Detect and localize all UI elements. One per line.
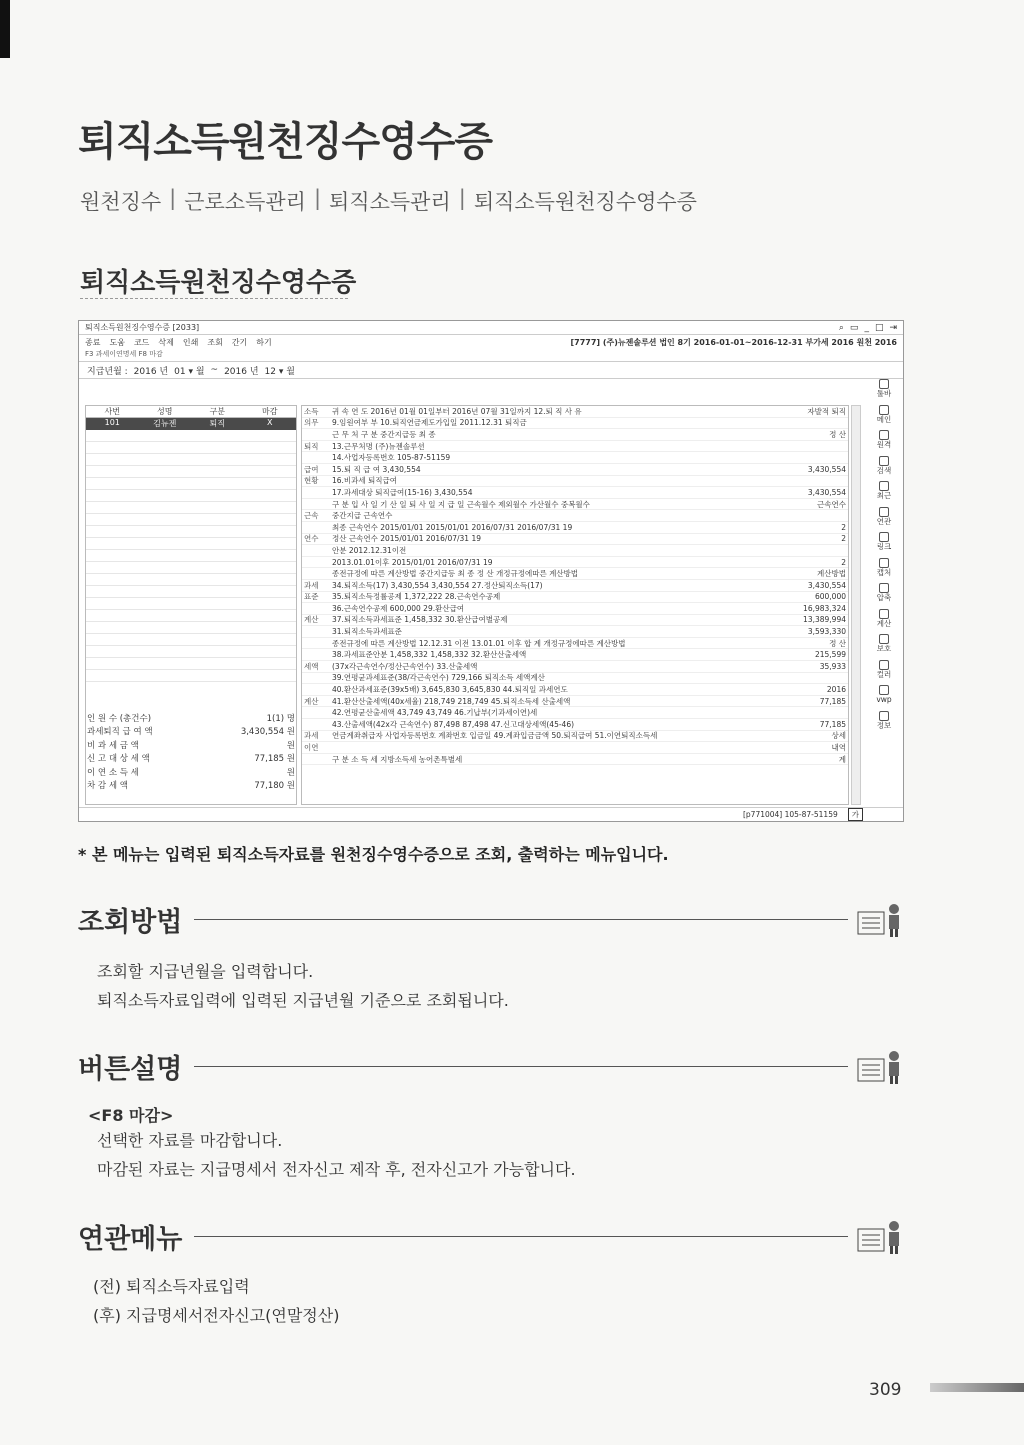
form-row-text: 16.비과세 퇴직급여 <box>332 476 398 486</box>
related-menu-link[interactable]: (후) 지급명세서전자신고(연말정산) <box>93 1306 340 1325</box>
section-rule <box>194 1066 848 1067</box>
form-row-value: 2 <box>841 557 846 567</box>
toolbar-button-code[interactable]: 코드 <box>133 337 150 347</box>
cell-emp-no: 101 <box>104 418 120 427</box>
sidebar-tool-button[interactable] <box>876 685 891 704</box>
breadcrumb-item: 퇴직소득관리 <box>329 190 451 214</box>
tool-label: 압축 <box>876 593 892 602</box>
form-row-text: 37.퇴직소득과세표준 1,458,332 30.환산급여별공제 <box>332 615 508 625</box>
tool-icon <box>879 583 889 593</box>
form-row-text: 종전규정에 따른 계산방법 12.12.31 이전 13.01.01 이후 합 계 개정규정에따른 계산방법 <box>332 638 626 648</box>
section-title: 조회방법 <box>78 907 183 938</box>
company-info: [7777] (주)뉴젠솔루션 법인 8기 2016-01-01~2016-12-31 부가세 2016 원천 2016 <box>570 337 897 347</box>
section-body <box>97 957 509 1015</box>
sidebar-tool-button[interactable] <box>877 507 892 526</box>
book-reader-icon <box>856 1219 908 1255</box>
section-title: 연관메뉴 <box>78 1224 183 1255</box>
summary-value: 3,430,554 원 <box>240 727 295 738</box>
form-row-text: 35.퇴직소득정률공제 1,372,222 28.근속연수공제 <box>332 592 501 602</box>
window-toolbar <box>79 335 903 349</box>
related-menu-link[interactable]: (전) 퇴직소득자료입력 <box>93 1277 250 1296</box>
form-row-text: 13.근무처명 (주)뉴젠솔루션 <box>332 441 425 451</box>
form-row <box>302 464 848 476</box>
summary-value: 원 <box>286 740 295 751</box>
form-row-text: 42.연평균산출세액 43,749 43,749 46.기납부(기과세이연)세 <box>332 708 538 718</box>
form-group-label: 의무 <box>304 418 319 428</box>
tool-label: 링크 <box>876 542 892 551</box>
summary-label: 차 감 세 액 <box>87 781 128 792</box>
employee-list-header <box>86 406 296 418</box>
form-row-value: 2 <box>841 522 846 532</box>
tool-icon <box>879 558 889 568</box>
summary-totals <box>85 711 297 792</box>
sidebar-tool-button[interactable] <box>877 583 892 602</box>
status-bar <box>79 807 903 821</box>
form-row <box>302 522 848 534</box>
form-row <box>302 731 848 743</box>
form-row-text: 종전규정에 따른 계산방법 중간지급등 최 종 정 산 개정규정에따른 계산방법 <box>332 569 579 579</box>
breadcrumb-item: 원천징수 <box>80 190 162 214</box>
to-month-select[interactable]: 12 ▾ 월 <box>264 366 295 377</box>
tool-icon <box>879 507 889 517</box>
tool-label: 툴바 <box>876 389 892 398</box>
toolbar-button-search[interactable]: 조회 <box>207 337 223 347</box>
form-row <box>302 580 848 592</box>
form-group-label: 이연 <box>304 743 319 753</box>
summary-label: 이 연 소 득 세 <box>87 767 139 778</box>
section-heading: 퇴직소득원천징수영수증 <box>80 268 357 298</box>
form-row <box>302 661 848 673</box>
sidebar-tool-button[interactable] <box>877 558 892 577</box>
form-row <box>302 684 848 696</box>
form-row <box>302 487 848 499</box>
form-row <box>302 510 848 522</box>
form-row-value: 상세 <box>831 731 846 741</box>
tool-label: 검색 <box>876 465 892 475</box>
section-button-description <box>78 1047 908 1086</box>
summary-label: 인 원 수 (총건수) <box>87 713 152 724</box>
form-row <box>302 673 848 685</box>
form-row <box>302 603 848 615</box>
summary-value: 77,180 원 <box>254 781 295 792</box>
tool-icon <box>879 405 889 415</box>
pay-month-filter <box>79 361 903 379</box>
section-title: 버튼설명 <box>78 1054 183 1085</box>
form-group-label: 소득 <box>304 406 319 416</box>
sidebar-tool-button[interactable] <box>877 660 892 679</box>
toolbar-button-exit[interactable]: 종료 <box>85 337 101 347</box>
sidebar-tool-button[interactable] <box>877 711 892 730</box>
book-reader-icon <box>856 1049 908 1085</box>
empty-grid-rows <box>86 430 296 690</box>
tool-label: 보호 <box>876 644 892 653</box>
tool-icon <box>879 430 889 440</box>
toolbar-button-next[interactable]: 하기 <box>256 337 272 347</box>
restore-icon[interactable]: ▭ <box>849 322 859 333</box>
form-row-text: 38.과세표준안분 1,458,332 1,458,332 32.환산산출세액 <box>332 650 527 660</box>
section-rule <box>194 919 848 920</box>
receipt-form <box>301 405 849 805</box>
menu-note: * 본 메뉴는 입력된 퇴직소득자료를 원천징수영수증으로 조회, 출력하는 메뉴입니다. <box>78 845 669 864</box>
form-row <box>302 615 848 627</box>
form-row-value: 정 산 <box>829 429 846 439</box>
form-row-value: 자발적 퇴직 <box>807 406 846 416</box>
form-group-label: 계산 <box>304 615 319 625</box>
form-row-text: 귀 속 연 도 2016년 01월 01일부터 2016년 07월 31일까지 12.퇴 직 사 유 <box>332 406 582 416</box>
form-row <box>302 649 848 661</box>
tool-label: 컬러 <box>876 669 892 679</box>
form-row-text: 43.산출세액(42x각 근속연수) 87,498 87,498 47.신고대상세액(45-46) <box>332 719 575 729</box>
sidebar-tool-button[interactable] <box>877 379 892 398</box>
section-rule <box>194 1236 848 1237</box>
form-row <box>302 557 848 569</box>
summary-value: 원 <box>286 767 295 778</box>
exit-icon[interactable]: ⇥ <box>889 322 897 333</box>
section-body <box>97 1126 576 1184</box>
form-row-value: 3,430,554 <box>807 580 846 590</box>
summary-value: 77,185 원 <box>254 754 295 765</box>
sidebar-tool-button[interactable] <box>877 481 892 500</box>
tool-label: 메인 <box>876 414 892 424</box>
form-row-text: 41.환산산출세액(40x세율) 218,749 218,749 45.퇴직소득세 산출세액 <box>332 696 571 706</box>
section-body <box>93 1272 339 1330</box>
tool-icon <box>879 685 889 695</box>
form-row <box>302 429 848 441</box>
form-group-label: 현황 <box>304 476 319 486</box>
form-row <box>302 418 848 430</box>
section-query-method <box>78 900 908 939</box>
form-row <box>302 696 848 708</box>
form-row <box>302 545 848 557</box>
tool-icon <box>879 711 889 721</box>
form-group-label: 과세 <box>304 580 319 590</box>
form-row-text: 17.과세대상 퇴직급여(15-16) 3,430,554 <box>332 487 473 497</box>
form-row <box>302 534 848 546</box>
tool-icon <box>879 456 889 466</box>
page-title: 퇴직소득원천징수영수증 <box>78 119 493 165</box>
form-row-text: 39.연평균과세표준(38/각근속연수) 729,166 퇴직소득 세액계산 <box>332 673 545 683</box>
tool-label: 최근 <box>876 491 892 500</box>
form-row-value: 근속연수 <box>817 499 846 509</box>
tool-label: 정보 <box>876 720 892 730</box>
section-related-menu <box>78 1217 908 1256</box>
breadcrumb-separator: | <box>313 186 322 210</box>
form-row-text: 안분 2012.12.31이전 <box>332 545 407 555</box>
summary-label: 비 과 세 금 액 <box>87 740 139 751</box>
form-group-label: 연수 <box>304 534 319 544</box>
window-titlebar <box>79 321 903 335</box>
form-group-label: 계산 <box>304 696 319 706</box>
form-row-text: 14.사업자등록번호 105-87-51159 <box>332 453 451 463</box>
form-row-value: 77,185 <box>819 719 846 729</box>
form-row-text: 15.퇴 직 급 여 3,430,554 <box>332 464 421 474</box>
form-row <box>302 568 848 580</box>
form-row-value: 계 <box>838 754 846 764</box>
form-group-label: 과세 <box>304 731 319 741</box>
book-reader-icon <box>856 902 908 938</box>
form-row-text: 40.환산과세표준(39x5배) 3,645,830 3,645,830 44.퇴직일 과세연도 <box>332 685 568 695</box>
form-row-text: 31.퇴직소득과세표준 <box>332 627 402 637</box>
form-row-value: 35,933 <box>819 661 846 671</box>
toolbar-button-period[interactable]: 간기 <box>231 337 248 347</box>
form-row-text: (37x각근속연수/정산근속연수) 33.산출세액 <box>332 661 478 671</box>
form-row-text: 중간지급 근속연수 <box>332 511 393 521</box>
form-row-text: 연금계좌취급자 사업자등록번호 계좌번호 입금일 49.계좌입금금액 50.퇴직급여 51.이연퇴직소득세 <box>332 731 658 741</box>
form-row <box>302 476 848 488</box>
tool-label: 캡처 <box>876 567 892 577</box>
page-corner-mark <box>0 0 10 58</box>
form-row-text: 구 분 소 득 세 지방소득세 농어촌특별세 <box>332 754 463 764</box>
cell-type: 퇴직 <box>209 419 225 428</box>
page-number: 309 <box>869 1380 902 1400</box>
form-row <box>302 406 848 418</box>
form-row-text: 정산 근속연수 2015/01/01 2016/07/31 19 <box>332 534 482 544</box>
form-group-label: 급여 <box>304 464 319 474</box>
heading-underline <box>80 298 348 299</box>
body-line: 퇴직소득자료입력에 입력된 지급년월 기준으로 조회됩니다. <box>97 991 509 1010</box>
body-line: 선택한 자료를 마감합니다. <box>97 1131 283 1150</box>
breadcrumb-separator: | <box>458 186 466 210</box>
form-row-value: 600,000 <box>814 592 846 602</box>
toolbar-button-delete[interactable]: 삭제 <box>158 337 174 347</box>
summary-value: 1(1) 명 <box>266 713 295 724</box>
tool-label: vwp <box>876 695 892 704</box>
form-row-text: 36.근속연수공제 600,000 29.환산급여 <box>332 603 465 613</box>
sidebar-tool-button[interactable] <box>877 456 892 475</box>
filter-label: 지급년월 : <box>87 366 128 377</box>
col-type: 구분 <box>209 407 225 416</box>
cell-closed: X <box>267 418 273 427</box>
form-row <box>302 626 848 638</box>
tool-icon <box>879 634 889 644</box>
form-row <box>302 452 848 464</box>
minimize-icon[interactable]: _ <box>864 322 869 333</box>
toolbar-button-print[interactable]: 인쇄 <box>182 337 199 347</box>
form-group-label: 근속 <box>304 511 319 521</box>
toolbar-button-help[interactable]: 도움 <box>109 337 125 347</box>
summary-row <box>85 711 297 725</box>
sidebar-tool-button[interactable] <box>877 405 892 424</box>
summary-label: 과세퇴직 급 여 액 <box>87 727 153 738</box>
form-row-value: 2 <box>841 534 846 544</box>
program-window-screenshot <box>78 320 904 822</box>
breadcrumb <box>80 186 697 216</box>
tool-icon <box>879 481 889 491</box>
form-row <box>302 754 848 766</box>
form-row-value: 3,430,554 <box>807 487 846 497</box>
body-line: 조회할 지급년월을 입력합니다. <box>97 962 314 981</box>
col-emp-no: 사번 <box>104 407 120 416</box>
sidebar-tool-button[interactable] <box>877 430 892 449</box>
form-row-value: 215,599 <box>814 650 846 660</box>
form-row-text: 근 무 처 구 분 중간지급등 최 종 <box>332 429 436 439</box>
form-row-value: 내역 <box>831 743 846 753</box>
vertical-scrollbar[interactable] <box>851 405 861 805</box>
summary-row <box>85 752 297 766</box>
tool-sidebar <box>867 379 901 729</box>
summary-row <box>85 738 297 752</box>
summary-row <box>85 779 297 793</box>
window-title: 퇴직소득원천징수영수증 [2033] <box>85 323 200 332</box>
form-row-value: 계산방법 <box>817 569 846 579</box>
form-group-label: 퇴직 <box>304 441 319 451</box>
form-row-text: 최종 근속연수 2015/01/01 2015/01/01 2016/07/31 2016/07/31 19 <box>332 522 573 532</box>
maximize-icon[interactable]: □ <box>874 322 884 333</box>
to-year[interactable]: 2016 년 <box>224 366 259 377</box>
tool-icon <box>879 379 889 389</box>
form-group-label: 세액 <box>304 661 319 671</box>
col-name: 성명 <box>157 407 173 416</box>
breadcrumb-item: 근로소득관리 <box>184 190 306 214</box>
range-dash: ~ <box>210 365 219 375</box>
form-row-text: 구 분 입 사 일 기 산 일 퇴 사 일 지 급 일 근속월수 제외월수 가산월수 중복월수 <box>332 499 590 509</box>
tool-label: 계산 <box>876 618 892 628</box>
table-row[interactable] <box>86 418 296 430</box>
form-row <box>302 499 848 511</box>
button-name: <F8 마감> <box>88 1106 174 1125</box>
form-row-value: 13,389,994 <box>803 615 846 625</box>
function-key-bar[interactable]: F3 과세이연명세 F8 마감 <box>85 350 163 358</box>
cell-name: 김뉴젠 <box>153 419 177 428</box>
tool-label: 연관 <box>876 516 892 526</box>
summary-row <box>85 725 297 739</box>
tool-icon <box>879 532 889 542</box>
sidebar-tool-button[interactable] <box>877 634 892 653</box>
form-row <box>302 742 848 754</box>
body-line: 마감된 자료는 지급명세서 전자신고 제작 후, 전자신고가 가능합니다. <box>97 1160 576 1179</box>
sidebar-tool-button[interactable] <box>877 609 892 628</box>
col-closed: 마감 <box>262 407 278 416</box>
form-group-label: 표준 <box>304 592 319 602</box>
form-row-value: 77,185 <box>819 696 846 706</box>
summary-row <box>85 765 297 779</box>
page-number-bar <box>930 1383 1024 1392</box>
tool-label: 원격 <box>876 440 892 449</box>
form-row-text: 34.퇴직소득(17) 3,430,554 3,430,554 27.정산퇴직소득(17) <box>332 580 543 590</box>
form-row <box>302 719 848 731</box>
search-icon[interactable]: ⌕ <box>838 322 844 333</box>
form-row-value: 16,983,324 <box>803 603 846 613</box>
from-month-select[interactable]: 01 ▾ 월 <box>174 366 205 377</box>
from-year[interactable]: 2016 년 <box>133 366 169 377</box>
sidebar-tool-button[interactable] <box>877 532 892 551</box>
form-row-text: 2013.01.01이후 2015/01/01 2016/07/31 19 <box>332 557 493 567</box>
breadcrumb-separator: | <box>169 186 177 210</box>
form-row <box>302 592 848 604</box>
form-row-text: 9.임원여부 부 10.퇴직연금제도가입일 2011.12.31 퇴직금 <box>332 418 527 428</box>
status-text: [p771004] 105-87-51159 <box>742 810 838 819</box>
input-mode-badge[interactable]: 가 <box>848 808 863 821</box>
tool-icon <box>879 609 889 619</box>
form-row-value: 3,430,554 <box>807 464 846 474</box>
form-row <box>302 707 848 719</box>
form-row-value: 2016 <box>826 685 846 695</box>
form-row <box>302 441 848 453</box>
summary-label: 신 고 대 상 세 액 <box>87 754 150 765</box>
tool-icon <box>879 660 889 670</box>
form-row-value: 3,593,330 <box>807 627 846 637</box>
breadcrumb-item: 퇴직소득원천징수영수증 <box>473 190 697 214</box>
form-row <box>302 638 848 650</box>
form-row-value: 정 산 <box>829 638 846 648</box>
